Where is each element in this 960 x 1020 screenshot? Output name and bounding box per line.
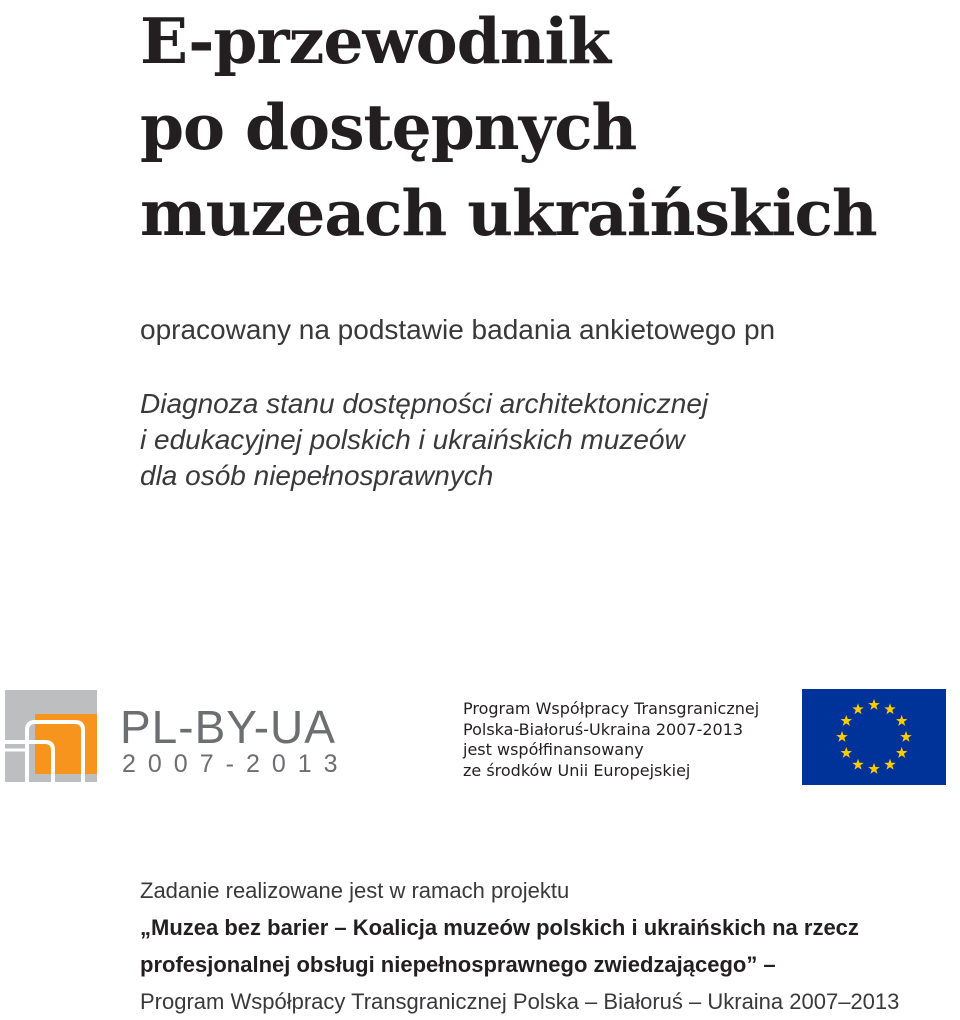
eu-flag-icon <box>802 689 946 785</box>
study-title-line-3: dla osób niepełnosprawnych <box>140 460 494 491</box>
subtitle: opracowany na podstawie badania ankietowego pn <box>140 314 776 345</box>
program-line-3: jest współfinansowany <box>463 740 644 759</box>
study-title-line-2: i edukacyjnej polskich i ukraińskich muzeów <box>140 424 685 455</box>
program-line-4: ze środków Unii Europejskiej <box>463 760 691 780</box>
footer-line-3: profesjonalnej obsługi niepełnosprawnego zwiedzającego” – <box>140 952 776 977</box>
title-line-1: E-przewodnik <box>140 4 611 78</box>
footer-line-2: „Muzea bez barier – Koalicja muzeów polskich i ukraińskich na rzecz <box>140 915 859 940</box>
logo-years: 2007-2013 <box>122 750 350 778</box>
program-line-1: Program Współpracy Transgranicznej <box>463 699 760 718</box>
title-line-3: muzeach ukraińskich <box>140 176 877 250</box>
program-line-2: Polska-Białoruś-Ukraina 2007-2013 <box>463 719 744 739</box>
program-info <box>463 699 759 781</box>
study-title <box>140 386 708 494</box>
logo-name: PL-BY-UA <box>120 701 336 753</box>
title-line-2: po dostępnych <box>140 90 637 164</box>
pl-by-ua-logo-icon <box>5 690 97 782</box>
footer-line-1: Zadanie realizowane jest w ramach projektu <box>140 878 570 903</box>
study-title-line-1: Diagnoza stanu dostępności architektonicznej <box>140 388 709 419</box>
footer <box>140 872 899 1020</box>
document-title <box>140 0 877 256</box>
footer-line-4: Program Współpracy Transgranicznej Polska – Białoruś – Ukraina 2007–2013 <box>140 989 900 1014</box>
